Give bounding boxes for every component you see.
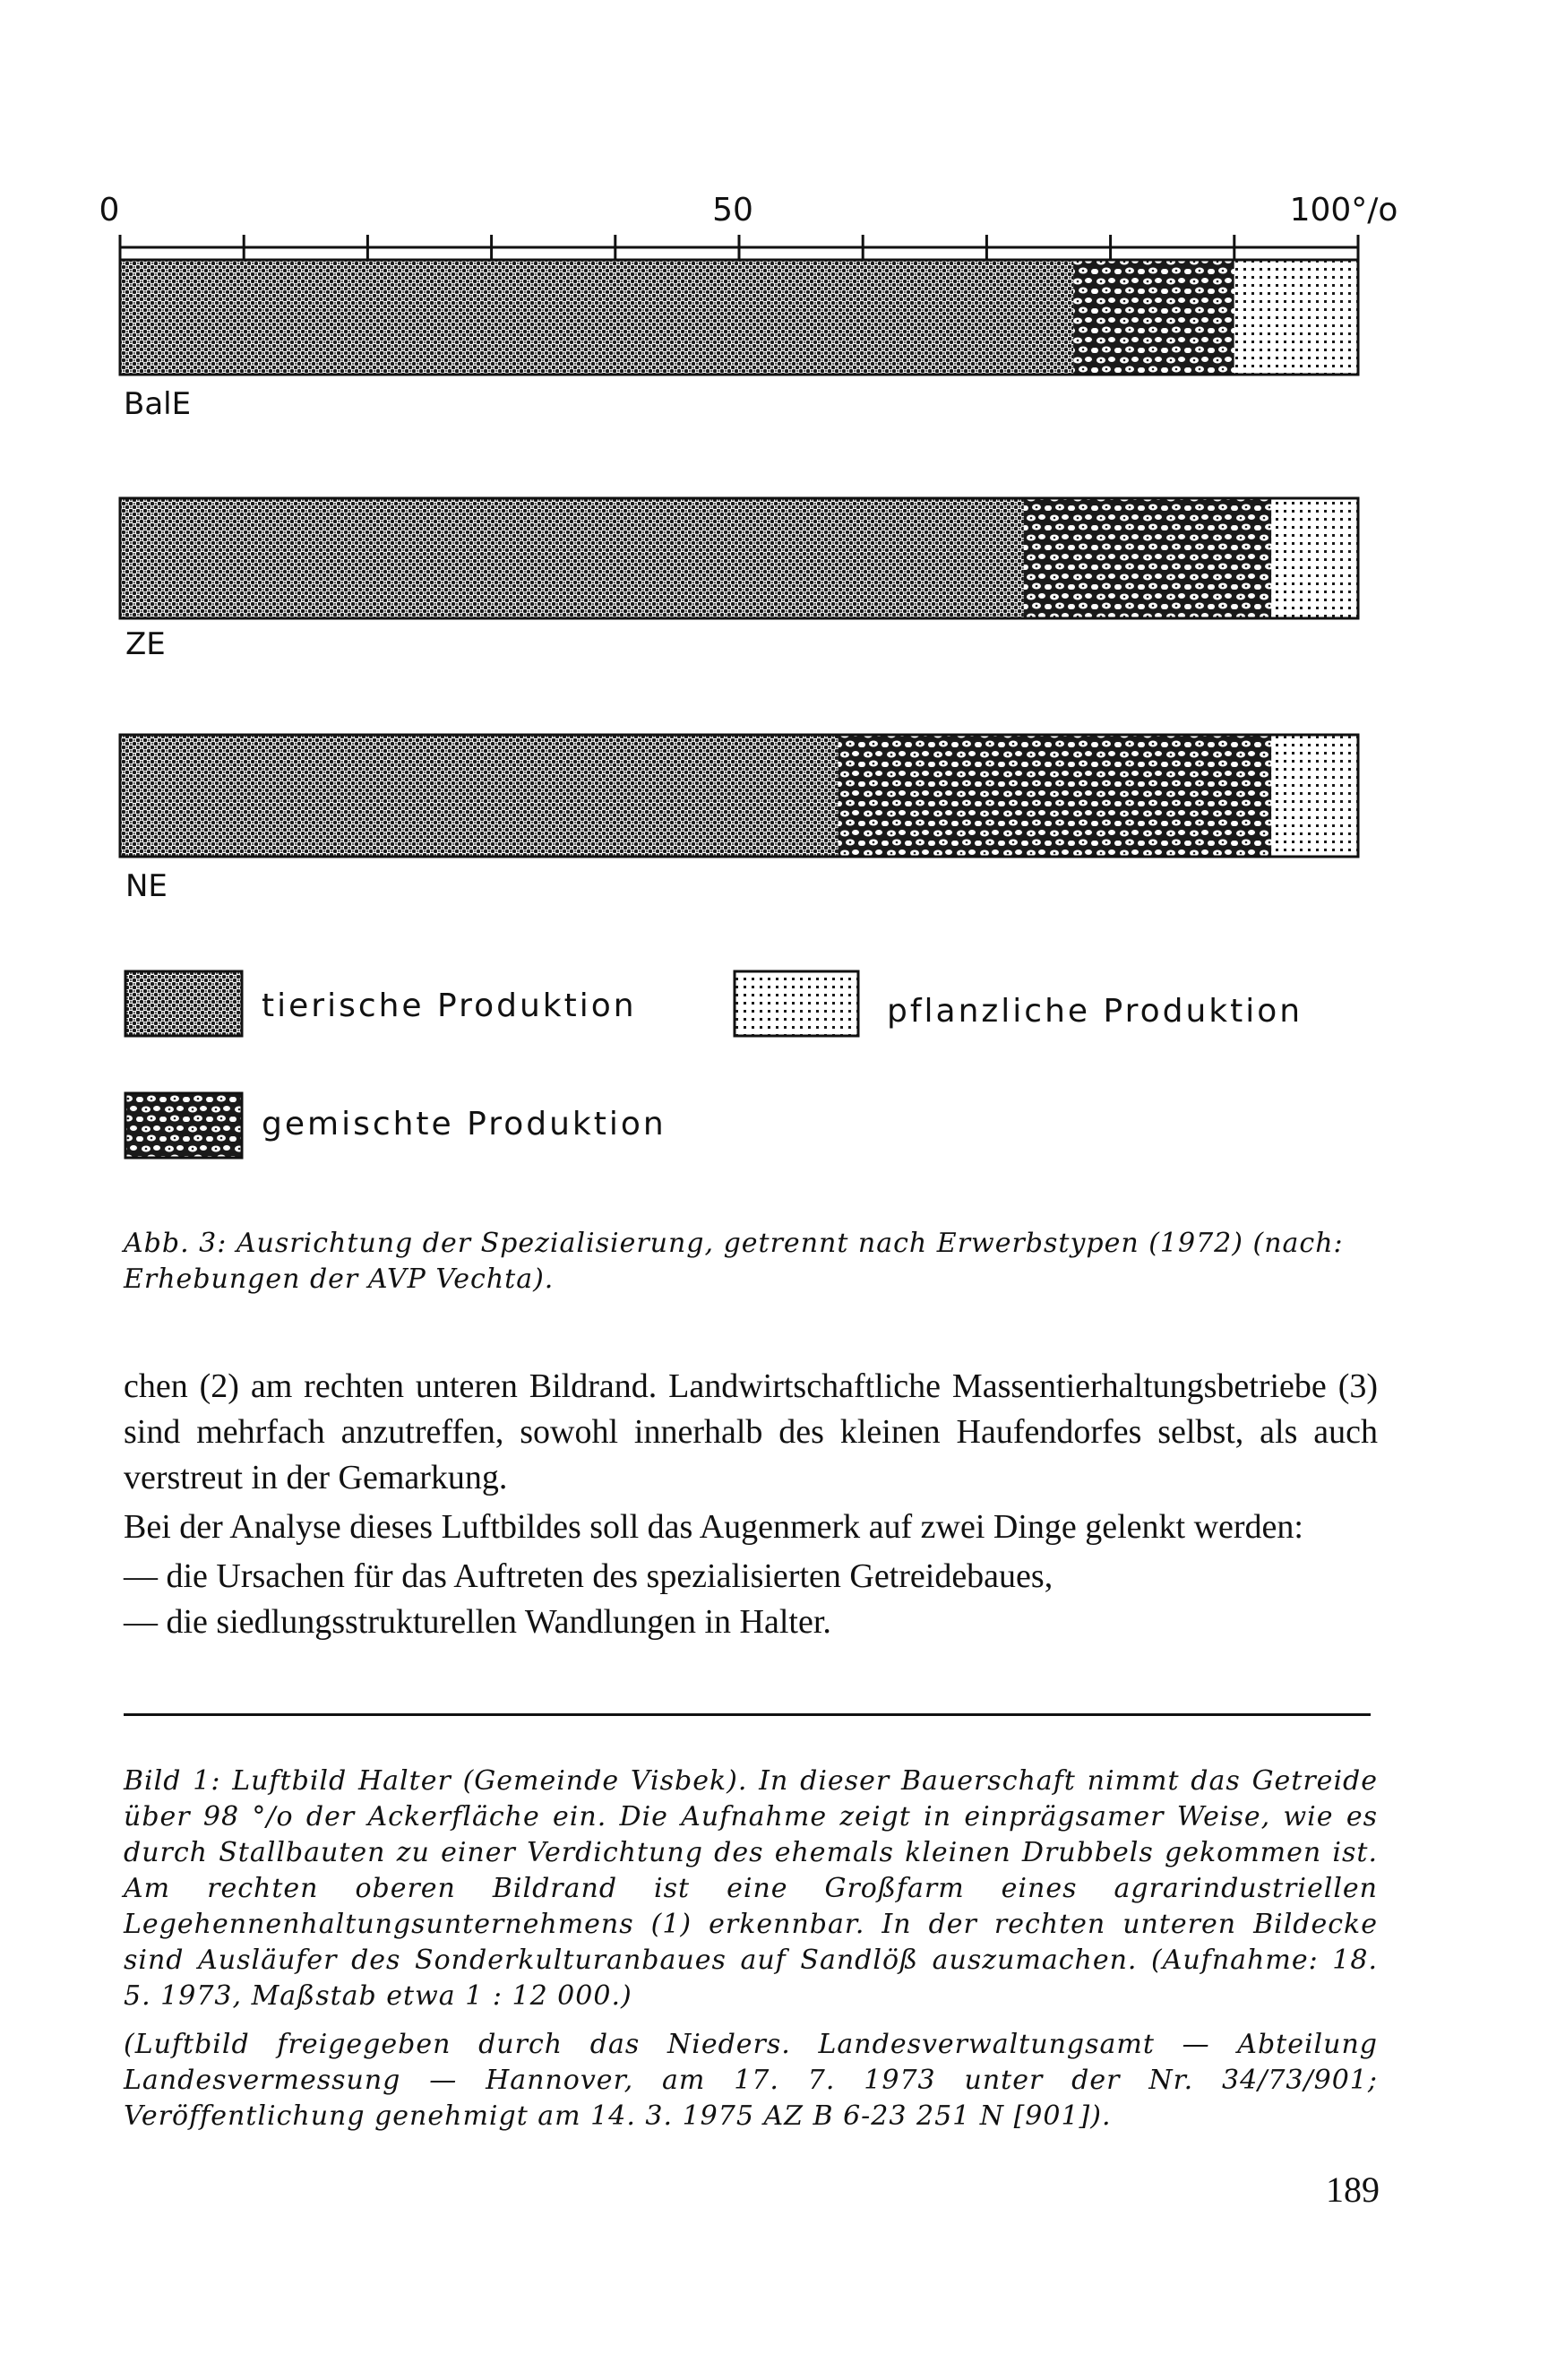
bar-segment-bale-1 [120,260,1073,375]
photo-caption [124,1763,1378,2147]
legend-swatch-animal [125,971,242,1036]
bar-segment-bale-3 [1234,260,1358,375]
bar-segment-bale-2 [1073,260,1234,375]
axis-label-0: 0 [99,192,120,229]
body-text [124,1364,1378,1645]
bar-segment-ne-2 [838,735,1272,857]
bar-segment-ne-3 [1271,735,1358,857]
body-paragraph: Bei der Analyse dieses Luftbildes soll das Augenmerk auf zwei Dinge gelenkt werden: [124,1508,1303,1546]
legend-label-plant: pflanzliche Produktion [887,993,1303,1030]
axis-label-100: 100°/o [1289,192,1398,229]
bar-segment-ze-2 [1024,498,1271,618]
bar-segment-ne-1 [120,735,838,857]
bar-label-ne: NE [125,868,168,904]
bar-segment-ze-3 [1271,498,1358,618]
body-list-item: — die siedlungsstrukturellen Wandlungen in Halter. [124,1603,831,1641]
bars-group [120,260,1358,857]
photo-caption-paragraph: Bild 1: Luftbild Halter (Gemeinde Visbek). In dieser Bauerschaft nimmt das Getreide über 98 °/o der Ackerfläche ein. Die Aufnahme zeigt in einprägsamer Weise, wie es durch Stallbauten zu einer Verdichtung des ehemals kleinen Drubbels gekommen ist. Am rechten oberen Bildrand ist eine Großfarm eines agrarindustriellen Legehennenhaltungsunternehmens (1) erkennbar. In der rechten unteren Bildecke sind Ausläufer des Sonderkulturanbaues auf Sandlöß auszumachen. (Aufnahme: 18. 5. 1973, Maßstab etwa 1 : 12 000.) [124,1765,1378,2012]
legend-swatch-mixed [125,1093,242,1158]
body-list-item: — die Ursachen für das Auftreten des spezialisierten Getreidebaues, [124,1557,1054,1595]
axis-label-50: 50 [712,192,753,229]
horizontal-rule [124,1713,1371,1716]
bar-label-ze: ZE [125,626,166,662]
photo-caption-paragraph: (Luftbild freigegeben durch das Nieders. Landesverwaltungsamt — Abteilung Landesvermessung — Hannover, am 17. 7. 1973 unter der Nr. 34/73/901; Veröffentlichung genehmigt am 14. 3. 1975 AZ B 6-23 251 N [901]). [124,2029,1378,2132]
legend-swatch-plant [735,971,858,1036]
page-number: 189 [1326,2169,1380,2210]
bar-label-bale: BalE [124,386,192,422]
body-paragraph: chen (2) am rechten unteren Bildrand. Landwirtschaftliche Massentierhaltungsbetriebe (3) sind mehrfach anzutreffen, sowohl innerhalb des kleinen Haufendorfes selbst, als auch verstreut in der Gemarkung. [124,1367,1378,1496]
figure-caption: Abb. 3: Ausrichtung der Spezialisierung, getrennt nach Erwerbstypen (1972) (nach: Erhebungen der AVP Vechta). [124,1228,1344,1295]
legend-label-animal: tierische Produktion [262,987,637,1024]
legend-label-mixed: gemischte Produktion [262,1106,666,1143]
bar-segment-ze-1 [120,498,1024,618]
